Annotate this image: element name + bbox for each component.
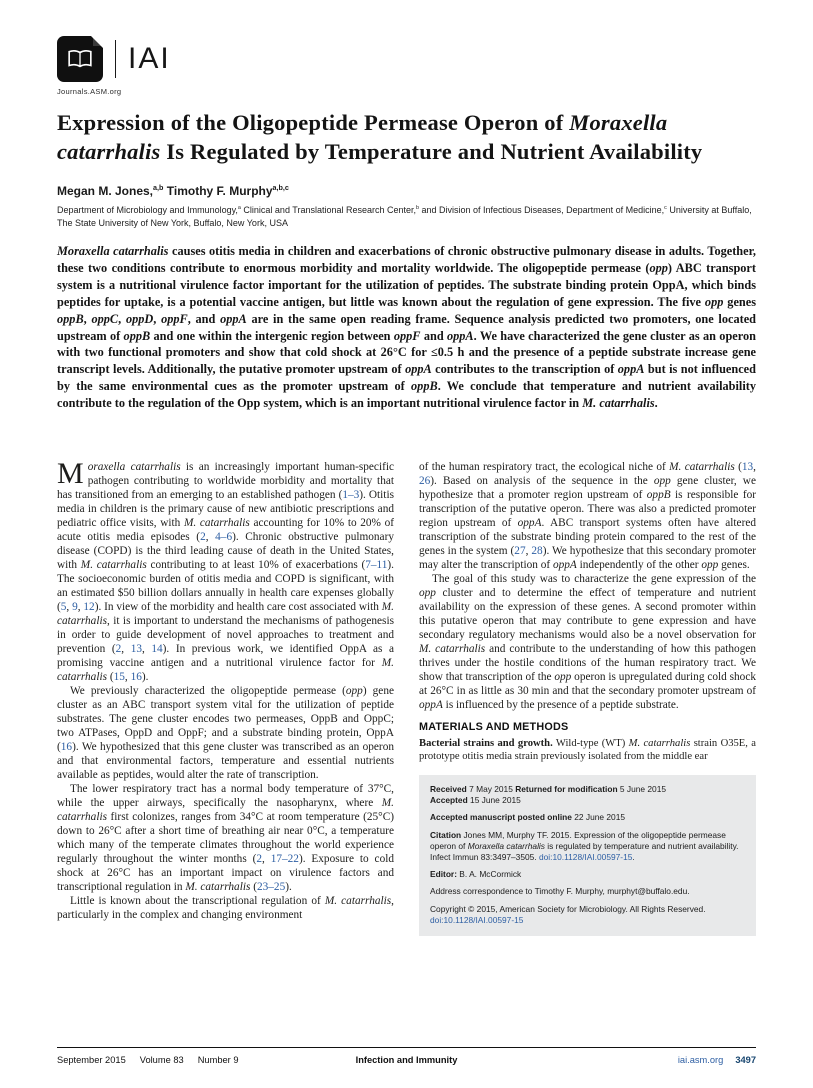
text-run: genes — [723, 294, 756, 309]
text-run: gene cluster, we hypothesize that a promoter region upstream of — [419, 475, 756, 502]
journal-tagline: Journals.ASM.org — [57, 87, 122, 96]
text-run: Is Regulated by Temperature and Nutrient Availability — [160, 139, 703, 164]
text-run: ) gene cluster as an ABC transport system vital for the utilization of peptide substrates. The gene cluster encodes two permeases, OppB and OppC; two ATPases, OppD and OppF; and a substrate binding protein, OppA ( — [57, 685, 394, 754]
text-run: Editor: — [430, 869, 457, 880]
text-run: ). Otitis media in children is the primary cause of new antibiotic prescriptions and pediatric office visits, with — [57, 489, 394, 530]
open-book-icon — [67, 49, 93, 69]
reference-link[interactable]: 13 — [741, 461, 754, 474]
text-run: Citation — [430, 829, 462, 840]
text-run: Timothy F. Murphy — [163, 184, 273, 198]
page-fold-decoration — [91, 36, 103, 48]
text-run: c — [664, 205, 667, 211]
text-run: . We conclude that temperature and nutrient availability contribute to the regulation of the Opp system, which is an important nutritional virulence factor in — [57, 379, 756, 411]
text-run: The lower respiratory tract has a normal body temperature of 37°C, while the upper airways, specifically the nasopharynx, where — [57, 783, 394, 810]
text-run: . — [632, 852, 635, 863]
text-run: September 2015 — [57, 1055, 126, 1065]
text-run: ( — [107, 671, 114, 684]
text-run: genes. — [718, 559, 750, 572]
asm-logo-badge — [57, 36, 103, 82]
text-run: , — [262, 853, 271, 866]
journal-masthead — [57, 36, 756, 96]
reference-link[interactable]: 5 — [60, 601, 67, 614]
logo-divider — [115, 40, 116, 78]
body-paragraph-methods-1 — [419, 737, 756, 763]
author-list — [57, 184, 756, 198]
reference-link[interactable]: 12 — [83, 601, 95, 614]
hyperlink[interactable]: doi:10.1128/IAI.00597-15 — [538, 852, 633, 863]
text-run: Moraxella catarrhalis — [467, 840, 545, 851]
correspondence-line — [430, 886, 745, 897]
text-run: , — [141, 643, 152, 656]
reference-link[interactable]: 2 — [115, 643, 122, 656]
text-run: opp — [701, 559, 719, 572]
hyperlink[interactable]: iai.asm.org — [677, 1055, 724, 1065]
text-run: , — [118, 311, 126, 326]
text-run: , — [83, 311, 92, 326]
text-run: ( — [250, 881, 257, 894]
text-run: Address correspondence to Timothy F. Murphy, murphyt@buffalo.edu. — [430, 886, 690, 897]
text-run: We previously characterized the oligopeptide permease ( — [70, 685, 346, 698]
text-run: b — [416, 205, 420, 211]
section-heading-materials-and-methods: MATERIALS AND METHODS — [419, 721, 569, 734]
editor-line — [430, 869, 745, 880]
text-run: oppB — [123, 328, 151, 343]
reference-link[interactable]: 1–3 — [342, 489, 360, 502]
text-run: M. catarrhalis — [185, 881, 251, 894]
text-run: Volume 83 — [139, 1055, 184, 1065]
text-run: strain O35E, a prototype otitis media strain previously isolated from the middle ear — [419, 738, 756, 763]
text-run: . — [654, 396, 658, 411]
text-run: M. catarrhalis — [628, 738, 691, 750]
text-run: is regulated by temperature and nutrient availability. Infect Immun 83:3497–3505. — [430, 840, 739, 863]
text-run: ). We hypothesize that this secondary promoter may alter the transcription of — [419, 545, 757, 572]
text-run: oppA — [517, 517, 542, 530]
text-run: opp — [345, 685, 363, 698]
text-run: opp — [649, 260, 668, 275]
reference-link[interactable]: 7–11 — [365, 559, 388, 572]
text-run: Moraxella catarrhalis — [57, 244, 169, 258]
posted-online-line — [430, 812, 745, 823]
body-paragraph-intro-6 — [419, 572, 756, 712]
reference-link[interactable]: 23–25 — [256, 881, 286, 894]
text-run: , and — [187, 311, 221, 326]
text-run: M. catarrhalis — [57, 797, 394, 824]
text-run: M. catarrhalis — [57, 657, 394, 684]
text-run: ). We hypothesized that this gene cluster was transcribed as an operon and that environmental factors, temperature and essential nutrients available as peptides, would alter the rate of transcription. — [57, 741, 394, 782]
accepted-line — [430, 795, 745, 806]
text-run: Accepted manuscript posted online — [430, 812, 572, 823]
text-run: ( — [734, 461, 742, 474]
text-run: , — [121, 643, 131, 656]
reference-link[interactable]: 16 — [60, 741, 73, 754]
text-run: Moraxella catarrhalis — [57, 110, 668, 164]
text-run: Department of Microbiology and Immunology, — [57, 205, 238, 215]
text-run: 7 May 2015 — [466, 784, 516, 795]
text-run: is an increasingly important human-specific pathogen contributing to worldwide morbidity and mortality that has transitioned from an emerging to an established pathogen ( — [57, 461, 394, 502]
reference-link[interactable]: 4–6 — [215, 531, 233, 544]
reference-link[interactable]: 9 — [72, 601, 78, 614]
text-run: M. catarrhalis — [419, 643, 486, 656]
text-run: ). In previous work, we identified OppA as a promising vaccine antigen and a nutritional virulence factor for — [57, 643, 394, 670]
hyperlink[interactable]: doi:10.1128/IAI.00597-15 — [430, 914, 524, 925]
text-run: Wild-type (WT) — [552, 738, 629, 750]
text-run: ). Based on analysis of the sequence in the — [430, 475, 654, 488]
text-run: a,b,c — [272, 183, 289, 192]
text-run: opp — [554, 671, 572, 684]
text-run: oppB — [57, 311, 84, 326]
text-run: Clinical and Translational Research Center, — [240, 205, 417, 215]
reference-link[interactable]: 26 — [419, 475, 431, 488]
reference-link[interactable]: 27 — [514, 545, 526, 558]
reference-link[interactable]: 15 — [113, 671, 125, 684]
text-run: 15 June 2015 — [467, 795, 521, 806]
text-run: B. A. McCormick — [456, 869, 522, 880]
text-run: oppA — [419, 699, 443, 712]
text-run: contributing to at least 10% of exacerbations ( — [146, 559, 366, 572]
text-run: ). The socioeconomic burden of otitis media and COPD is significant, with an estimated $50 billion dollars annually in health care expenses globally ( — [57, 559, 394, 614]
dropcap-letter: M — [57, 457, 84, 491]
text-run: ). — [285, 881, 292, 894]
footer-site-and-page — [678, 1055, 756, 1065]
text-run: is responsible for transcription of the putative operon. There was also a predicted promoter region upstream of — [419, 489, 756, 530]
text-run: , — [753, 461, 756, 474]
text-run: oppA — [220, 311, 247, 326]
page-footer — [57, 1047, 756, 1071]
text-run: M. catarrhalis — [324, 895, 392, 908]
text-run: ). Chronic obstructive pulmonary disease (COPD) is the third leading cause of death in the United States, with — [57, 531, 394, 572]
text-run: M. catarrhalis — [80, 559, 147, 572]
text-run: of the human respiratory tract, the ecological niche of — [419, 461, 670, 474]
text-run: , it is important to understand the mechanisms of pathogenesis in order to guide development of novel approaches to treatment and prevention ( — [57, 615, 394, 656]
text-run: cluster and to determine the effect of temperature and nutrient availability on the expression of these genes. A second promoter within this putative operon that may contribute to gene expression and have secondary regulatory mechanisms would also be a novel observation for — [419, 587, 756, 642]
journal-acronym: IAI — [128, 42, 171, 75]
text-run: Received — [430, 784, 467, 795]
citation-line — [430, 830, 745, 864]
received-line — [430, 784, 745, 795]
text-run: accounting for 10% to 20% of acute otitis media episodes ( — [57, 517, 394, 544]
text-run: , — [153, 311, 162, 326]
text-run: a — [237, 205, 241, 211]
text-run: but is not influenced by the same environmental cues as the promoter upstream of — [57, 362, 756, 394]
text-run: M. catarrhalis — [57, 601, 394, 628]
reference-link[interactable]: 16 — [130, 671, 142, 684]
text-run: Returned for modification — [515, 784, 618, 795]
reference-link[interactable]: 13 — [130, 643, 142, 656]
copyright-line — [430, 904, 745, 915]
text-run: oppF — [161, 311, 188, 326]
text-run: Accepted — [430, 795, 468, 806]
text-run: oppB — [411, 379, 438, 394]
text-run: first colonizes, ranges from 34°C at room temperature (25°C) down to 26°C after a short time of breathing air near 0°C, a temperature which many of the temperate climates throughout the world experience regularly throughout the winter months ( — [57, 811, 394, 866]
reference-link[interactable]: 2 — [200, 531, 206, 544]
page-number: 3497 — [735, 1055, 756, 1065]
text-run: M. catarrhalis — [669, 461, 735, 474]
text-run: oppA — [446, 328, 474, 343]
text-run: ) ABC transport system is a nutritional virulence factor important for the utilization of peptides. The substrate binding protein OppA, which binds peptides for uptake, is a potential vaccine antigen, but little was known about the regulation of gene expression. The five — [57, 260, 756, 309]
text-run: causes otitis media in children and exacerbations of chronic obstructive pulmonary disease in adults. Together, these two conditions contribute to enormous morbidity and mortality worldwide. The oligopeptide permease ( — [57, 244, 756, 275]
reference-link[interactable]: 14 — [151, 643, 163, 656]
abstract — [57, 243, 756, 412]
text-run: , — [525, 545, 532, 558]
text-run: is influenced by the presence of a peptide substrate. — [442, 699, 679, 712]
text-run: , — [124, 671, 131, 684]
text-run: ). In view of the morbidity and health care cost associated with — [94, 601, 382, 614]
journal-logo — [57, 36, 756, 82]
text-run: 22 June 2015 — [571, 812, 626, 823]
text-run: and — [420, 328, 447, 343]
text-run: oppF — [393, 328, 421, 343]
reference-link[interactable]: 28 — [531, 545, 543, 558]
body-paragraph-intro-4 — [57, 894, 394, 922]
text-run: 5 June 2015 — [617, 784, 667, 795]
affiliations — [57, 204, 756, 229]
article-title — [57, 108, 756, 166]
text-run: , — [66, 601, 73, 614]
text-run: Little is known about the transcriptional regulation of — [70, 895, 325, 908]
body-paragraph-intro-1 — [57, 457, 394, 684]
text-run: . We have characterized the gene cluster as an operon with two functional promoters and show that cold shock at 26°C for ≤0.5 h and the presence of a peptide substrate increase gene transcript levels. Additionally, the putative promoter upstream of — [57, 328, 756, 377]
text-run: oppB — [646, 489, 671, 502]
article-info-box — [419, 775, 756, 936]
text-run: oppA — [405, 362, 432, 377]
text-run: oppD — [125, 311, 154, 326]
footer-journal-name: Infection and Immunity — [355, 1055, 458, 1065]
text-run: M. catarrhalis — [582, 396, 655, 411]
text-run: , — [77, 601, 84, 614]
text-run: oraxella catarrhalis — [87, 461, 181, 474]
text-run: contributes to the transcription of — [431, 362, 618, 377]
body-paragraph-intro-2 — [57, 684, 394, 782]
text-run: opp — [704, 294, 724, 309]
body-paragraph-intro-3 — [57, 782, 394, 894]
doi-line — [430, 915, 745, 926]
text-run: opp — [419, 587, 436, 600]
text-run: University at Buffalo, The State University of New York, Buffalo, New York, USA — [57, 205, 752, 228]
text-run: and contribute to the understanding of how this pathogen thrives under the hostile conditions of the human respiratory tract. We show that transcription of the — [419, 643, 757, 684]
text-run: oppC — [91, 311, 119, 326]
text-run: operon is upregulated during cold shock at 26°C in as little as 30 min and that the secondary promoter upstream of — [419, 671, 756, 698]
text-run: Bacterial strains and growth. — [419, 738, 553, 750]
text-run: oppA — [552, 559, 577, 572]
text-run: . ABC transport systems often have altered transcription of the substrate binding protein compared to the rest of the genes in the system ( — [419, 517, 756, 558]
text-run: independently of the other — [576, 559, 702, 572]
reference-link[interactable]: 2 — [256, 853, 262, 866]
text-run: M. catarrhalis — [183, 517, 250, 530]
text-run: , particularly in the complex and changing environment — [57, 895, 394, 922]
text-run: , — [205, 531, 216, 544]
reference-link[interactable]: 17–22 — [270, 853, 299, 866]
text-run: The goal of this study was to characterize the gene expression of the — [432, 573, 756, 586]
body-columns — [57, 457, 757, 936]
text-run: a,b — [153, 183, 164, 192]
text-run: Megan M. Jones, — [57, 184, 154, 198]
text-run: Expression of the Oligopeptide Permease Operon of — [57, 110, 570, 135]
text-run: and one within the intergenic region between — [150, 328, 394, 343]
text-run: opp — [653, 475, 671, 488]
body-paragraph-intro-5 — [419, 460, 756, 572]
text-run: ). Exposure to cold shock at 26°C has an important impact on virulence factors and transcriptional regulation in — [57, 853, 394, 894]
column-left — [57, 457, 394, 936]
column-right — [419, 460, 756, 936]
text-run: Jones MM, Murphy TF. 2015. Expression of the oligopeptide permease operon of — [430, 829, 726, 851]
text-run: are in the same open reading frame. Sequence analysis predicted two promoters, one located upstream of — [57, 311, 756, 343]
text-run: oppA — [617, 362, 645, 377]
text-run: Number 9 — [197, 1055, 239, 1065]
text-run: Copyright © 2015, American Society for Microbiology. All Rights Reserved. — [430, 903, 706, 914]
text-run: and Division of Infectious Diseases, Department of Medicine, — [419, 205, 665, 215]
text-run: ). — [141, 671, 149, 684]
